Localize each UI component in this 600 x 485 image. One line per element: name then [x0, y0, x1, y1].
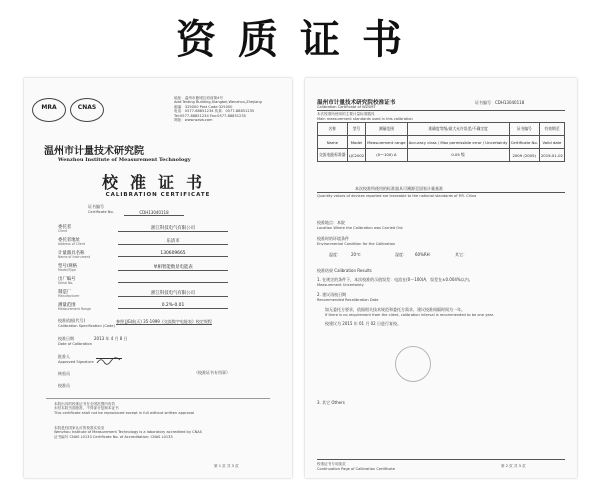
field-instrument-name: 计量器具名称 Name of Instrument 130609665 — [58, 250, 258, 261]
approved-label: 批准人 — [58, 354, 70, 359]
cert-no-label: 证书编号 — [88, 204, 104, 209]
divider — [317, 192, 565, 193]
recalibration-date: 校建议为 2015 年 01 月 02 日进行复校。 — [325, 321, 401, 326]
certificate-title-en: CALIBRATION CERTIFICATE — [105, 192, 211, 198]
calib-date-value: 2013 年 4 月 8 日 — [94, 336, 128, 341]
stamp-note: （校准证书专用章） — [194, 370, 230, 375]
address-line: 网址：www.wzsw.com — [174, 118, 213, 123]
address-line: Add:Testing Building,Xiangbei,Wenzhou,Zhejiang — [174, 100, 262, 105]
divider — [317, 459, 565, 460]
table-cell: LJC2002 — [347, 149, 366, 162]
calib-date-label-en: Date of Calibration — [58, 342, 92, 346]
mra-logo: MRA — [32, 98, 66, 122]
accreditation-line: 本院是经国家认可的校准实验室 — [54, 426, 105, 430]
field-client-address: 委托者地址 Address of Client 乐清市 — [58, 237, 258, 248]
spec-label: 校准依据(代号) — [58, 318, 86, 323]
table-header: 有效期至 — [539, 123, 564, 136]
institute-name-en: Wenzhou Institute of Measurement Technology — [58, 157, 191, 163]
results-title: 校准结果 Calibration Results — [317, 268, 372, 273]
table-cell: (0～100) A — [366, 149, 407, 162]
field-manufacturer: 制造厂 Manufacturer 浙江科技电气有限公司 — [58, 289, 258, 300]
certificate-cover-page — [24, 78, 292, 478]
result-line-2: 2. 建议再校日期 — [317, 292, 347, 297]
result-line-2-en: Recommended Recalibration Date — [317, 298, 379, 302]
inspector-label: 核验员 — [58, 371, 70, 376]
cnas-logo: CNAS — [70, 98, 104, 122]
table-header: 名称 — [318, 123, 348, 136]
table-row — [318, 149, 565, 162]
spec-value: 参照 JJG(航天) 35-1999《交流数字电能表》校定规程 — [116, 319, 212, 324]
table-header: 准确度等级/最大允许误差/不确定度 — [407, 123, 509, 136]
disclaimer-line: 本院出具的校准证书在全国范围内有效 — [54, 402, 116, 406]
signature-approver — [96, 350, 122, 359]
approved-label-en: Approved Signature — [58, 360, 94, 364]
table-header-en: Accuracy class / Max permissible error / Uncertainty — [407, 136, 509, 149]
result-line-1: 1. 在规定的条件下，本次校准的示值误差：电流在(0～100)A，误差在±0.004%以内。 — [317, 277, 473, 282]
divider — [317, 110, 565, 111]
right-cert-no-label: 证书编号 — [475, 100, 491, 105]
institute-name: 温州市计量技术研究院 — [44, 146, 144, 157]
table-header: 证书编号 — [509, 123, 539, 136]
spec-label-en: Calibration Specification (Code) — [58, 324, 115, 328]
signature-scribble — [96, 357, 122, 365]
address-line: 电话：0577-88851234 传真：0577-88851235 — [174, 109, 255, 114]
certificate-continuation-page — [305, 78, 577, 478]
field-model: 型号/规格 Model/Type 单相智能数显电能表 — [58, 263, 258, 274]
trace-intro-en: Main measurement standards used in this calibration — [317, 117, 413, 121]
table-header-en: Certificate No. — [509, 136, 539, 149]
continuation-footer-en: Continuation Page of Calibration Certificate — [317, 467, 395, 471]
table-header-en: Valid date — [539, 136, 564, 149]
accreditation-line: Wenzhou Institute of Measurement Technology is a laboratory accredited by CNAS — [54, 430, 203, 435]
disclaimer-line: This certificate shall not be reproduced except in full without written approval — [54, 410, 195, 415]
location-label-en: Location Where the Calibration was Carried Out — [317, 226, 403, 230]
field-client: 委托者 Client 浙江科技电气有限公司 — [58, 224, 258, 235]
result-line-3: 如无委托方要求，依据相关技术规范和委托方需求，建议校准间隔时间为一年。 — [325, 307, 465, 312]
traceability-note: 本次校准所使用的标准器具可溯源至国家计量基准 — [355, 186, 443, 191]
table-header-row-en — [318, 136, 565, 149]
seal-stamp — [395, 346, 431, 382]
page-heading: 资质证书 — [176, 16, 424, 63]
table-header-en: Measurement range — [366, 136, 407, 149]
cert-no-value: CDH13040118 — [124, 210, 184, 216]
result-line-3b: If there is no requirement from the client, calibration interval is recommended to be one year. — [325, 313, 495, 317]
address-line: Tel:0577-88851234 Fax:0577-88851235 — [174, 113, 246, 118]
remarks-label: 3. 其它 Others — [317, 400, 345, 405]
accreditation-line: 证书编号 CNAS L0133 Certificate No. of Accreditation: CNAS L0133 — [54, 434, 173, 439]
field-serial-no: 出厂编号 Serial No. — [58, 276, 258, 287]
right-cert-no: CDH13040118 — [495, 100, 525, 105]
disclaimer-block — [54, 402, 194, 415]
trace-intro: 本次校准所使用的主要计量标准器具 — [317, 112, 375, 116]
table-header: 测量范围 — [366, 123, 407, 136]
page-footer: 第 1 页 共 3 页 — [214, 464, 239, 468]
certificate-title: 校准证书 — [101, 173, 214, 192]
table-header: 型号 — [347, 123, 366, 136]
calibrator-label: 校准员 — [58, 383, 70, 388]
right-institute-name: 温州市计量技术研究院校准证书 — [317, 100, 396, 106]
temp-label: 温度： — [329, 252, 341, 257]
table-cell: 交流电能标准器 — [318, 149, 348, 162]
location-label: 校准地点：本院 — [317, 220, 345, 225]
temp-value: 20℃ — [351, 252, 361, 257]
result-line-1b: Measurement Uncertainty — [317, 283, 364, 287]
humidity-value: 60%RH — [415, 252, 430, 257]
env-label: 校准时的环境条件 — [317, 236, 349, 241]
other-label: 其它： — [455, 252, 467, 257]
field-measurement-range: 测量范围 Measurement Range 0.2%-0.01 — [58, 302, 258, 313]
table-cell: 0.05 级 — [407, 149, 509, 162]
address-block — [174, 96, 262, 122]
table-header-row — [318, 123, 565, 136]
env-label-en: Environmental Condition for the Calibration — [317, 242, 396, 246]
humidity-label: 湿度： — [395, 252, 407, 257]
continuation-footer: 校准证书专用续页 — [317, 462, 346, 466]
right-institute-name-en: Calibration Certificate of WZSMT — [317, 105, 376, 109]
address-line: 地址：温州市鹿城区府前街4号 — [174, 96, 224, 100]
table-cell: 2009 (2005) — [509, 149, 539, 162]
table-header-en: Name — [318, 136, 348, 149]
accreditation-block — [54, 426, 202, 439]
table-cell: 2019-01-02 — [539, 149, 564, 162]
address-line: 邮编：325000 Post Code:325000 — [174, 104, 233, 109]
standards-table — [317, 122, 565, 162]
divider — [46, 398, 270, 399]
calib-date-label: 校准日期 — [58, 336, 74, 341]
table-header-en: Model — [347, 136, 366, 149]
disclaimer-line: 未经本院书面批准，不得部分复制本证书 — [54, 406, 119, 411]
traceability-note-en: Quantity values of devices reported are traceable to the national standards of P.R. China — [317, 194, 477, 198]
cert-no-label-en: Certificate No. — [88, 210, 114, 214]
page-footer: 第 2 页 共 3 页 — [501, 464, 526, 468]
